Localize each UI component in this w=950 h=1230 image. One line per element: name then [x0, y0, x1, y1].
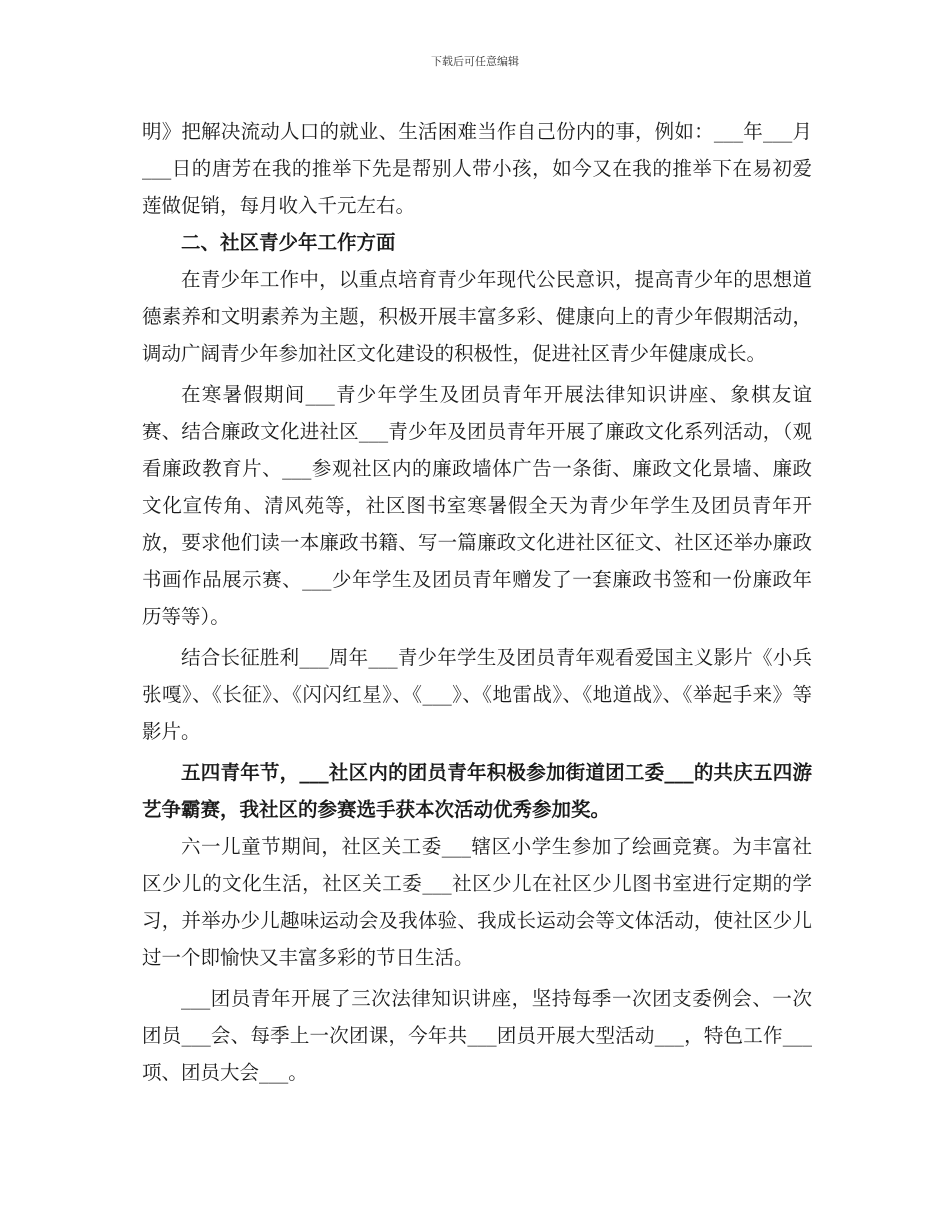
paragraph-vacation-activities: 在寒暑假期间___青少年学生及团员青年开展法律知识讲座、象棋友谊赛、结合廉政文化进社区___青少年及团员青年开展了廉政文化系列活动，（观看廉政教育片、___参观社区内的廉政墙体广告一条街、廉政文化景墙、廉政文化宣传角、清风苑等，社区图书室寒暑假全天为青少年学生及团员青年开放，要求他们读一本廉政书籍、写一篇廉政文化进社区征文、社区还举办廉政书画作品展示赛、___少年学生及团员青年赠发了一套廉政书签和一份廉政年历等等）。	[142, 383, 812, 628]
paragraph-long-march: 结合长征胜利___周年___青少年学生及团员青年观看爱国主义影片《小兵张嘎》、《长征》、《闪闪红星》、《___》、《地雷战》、《地道战》、《举起手来》等影片。	[142, 646, 812, 743]
page-header: 下载后可任意编辑	[431, 55, 519, 68]
paragraph-league-members: ___团员青年开展了三次法律知识讲座，坚持每季一次团支委例会、一次团员___会、每季上一次团课，今年共___团员开展大型活动___，特色工作___项、团员大会___。	[142, 987, 812, 1084]
paragraph-youth-work: 在青少年工作中，以重点培育青少年现代公民意识，提高青少年的思想道德素养和文明素养为主题，积极开展丰富多彩、健康向上的青少年假期活动，调动广阔青少年参加社区文化建设的积极性，促进社区青少年健康成长。	[142, 268, 812, 365]
paragraph-continuation: 明》把解决流动人口的就业、生活困难当作自己份内的事，例如：___年___月___日的唐芳在我的推举下先是帮别人带小孩，如今又在我的推举下在易初爱莲做促销，每月收入千元左右。	[142, 120, 812, 217]
paragraph-childrens-day: 六一儿童节期间，社区关工委___辖区小学生参加了绘画竞赛。为丰富社区少儿的文化生活，社区关工委___社区少儿在社区少儿图书室进行定期的学习，并举办少儿趣味运动会及我体验、我成长运动会等文体活动，使社区少儿过一个即愉快又丰富多彩的节日生活。	[142, 835, 812, 969]
paragraph-may-fourth: 五四青年节，___社区内的团员青年积极参加街道团工委___的共庆五四游艺争霸赛，我社区的参赛选手获本次活动优秀参加奖。	[142, 761, 812, 821]
section-heading: 二、社区青少年工作方面	[181, 231, 396, 254]
document-body	[142, 113, 812, 1091]
